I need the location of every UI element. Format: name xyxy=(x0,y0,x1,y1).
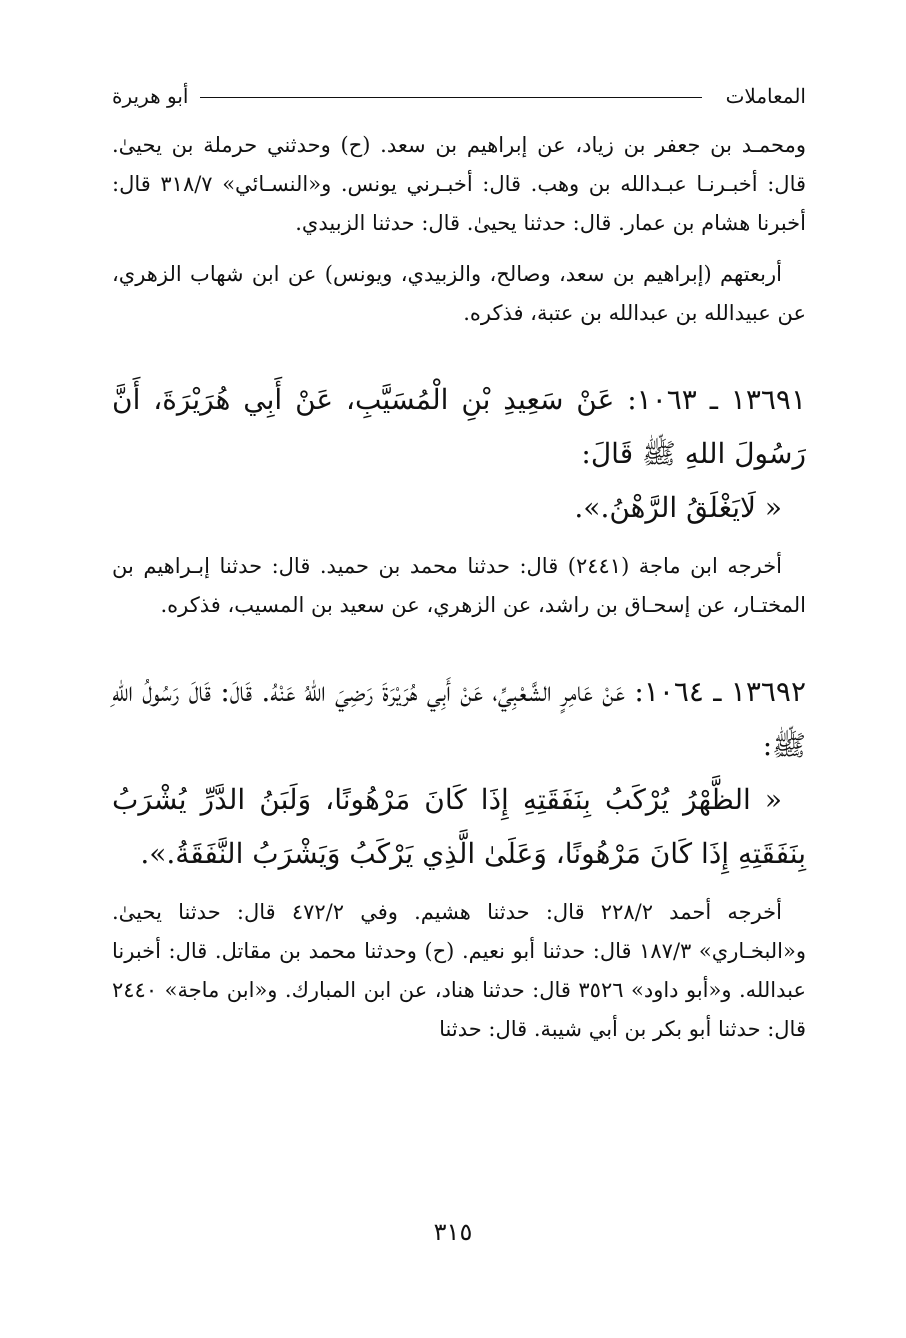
running-header xyxy=(112,80,806,112)
hadith-2-text: « الظَّهْرُ يُرْكَبُ بِنَفَقَتِهِ إِذَا كَانَ مَرْهُونًا، وَلَبَنُ الدَّرِّ يُشْرَبُ بِنَفَقَتِهِ إِذَا كَانَ مَرْهُونًا، وَعَلَىٰ الَّذِي يَرْكَبُ وَيَشْرَبُ النَّفَقَةُ.». xyxy=(112,783,806,870)
hadith-2-title: ١٣٦٩٢ ـ ١٠٦٤: عَنْ عَامِرٍ الشَّعْبِيِّ، عَنْ أَبِي هُرَيْرَةَ رَضِيَ اللهُ عَنْهُ. قَالَ: قَالَ رَسُولُ اللهِ ﷺ: xyxy=(112,675,806,762)
header-rule xyxy=(200,97,702,98)
takhrij-continuation-paragraph: ومحمـد بن جعفر بن زياد، عن إبراهيم بن سعد. (ح) وحدثني حرملة بن يحيىٰ. قال: أخبـرنـا عبـدالله بن وهب. قال: أخبـرني يونس. و«النسـائي» ٣١٨/٧ قال: أخبرنا هشام بن عمار. قال: حدثنا يحيىٰ. قال: حدثنا الزبيدي. xyxy=(112,133,807,235)
hadith-1-text: « لَايَغْلَقُ الرَّهْنُ.». xyxy=(574,491,782,524)
spacer xyxy=(112,333,806,373)
spacer xyxy=(112,625,806,665)
spacer xyxy=(112,881,806,893)
header-chapter-title: أبو هريرة xyxy=(112,84,189,108)
document-page xyxy=(112,80,806,1049)
takhrij-summary-paragraph: أربعتهم (إبراهيم بن سعد، وصالح، والزبيدي، ويونس) عن ابن شهاب الزهري، عن عبيدالله بن عبدالله بن عتبة، فذكره. xyxy=(112,262,806,325)
hadith-1-title: ١٣٦٩١ ـ ١٠٦٣: عَنْ سَعِيدِ بْنِ الْمُسَيَّبِ، عَنْ أَبِي هُرَيْرَةَ، أَنَّ رَسُولَ اللهِ ﷺ قَالَ: xyxy=(112,383,806,470)
spacer xyxy=(112,243,806,255)
spacer xyxy=(112,112,806,126)
hadith-2-takhrij: أخرجه أحمد ٢٢٨/٢ قال: حدثنا هشيم. وفي ٤٧٢/٢ قال: حدثنا يحيىٰ. و«البخـاري» ١٨٧/٣ قال: حدثنا أبو نعيم. (ح) وحدثنا محمد بن مقاتل. قال: أخبرنا عبدالله. و«أبو داود» ٣٥٢٦ قال: حدثنا هناد، عن ابن المبارك. و«ابن ماجة» ٢٤٤٠ قال: حدثنا أبو بكر بن أبي شيبة. قال: حدثنا xyxy=(112,900,806,1041)
header-section-title: المعاملات xyxy=(725,84,806,108)
spacer xyxy=(112,535,806,547)
hadith-1-takhrij: أخرجه ابن ماجة (٢٤٤١) قال: حدثنا محمد بن حميد. قال: حدثنا إبـراهيم بن المختـار، عن إسحـاق بن راشد، عن الزهري، عن سعيد بن المسيب، فذكره. xyxy=(112,554,806,617)
page-number: ٣١٥ xyxy=(433,1218,473,1246)
